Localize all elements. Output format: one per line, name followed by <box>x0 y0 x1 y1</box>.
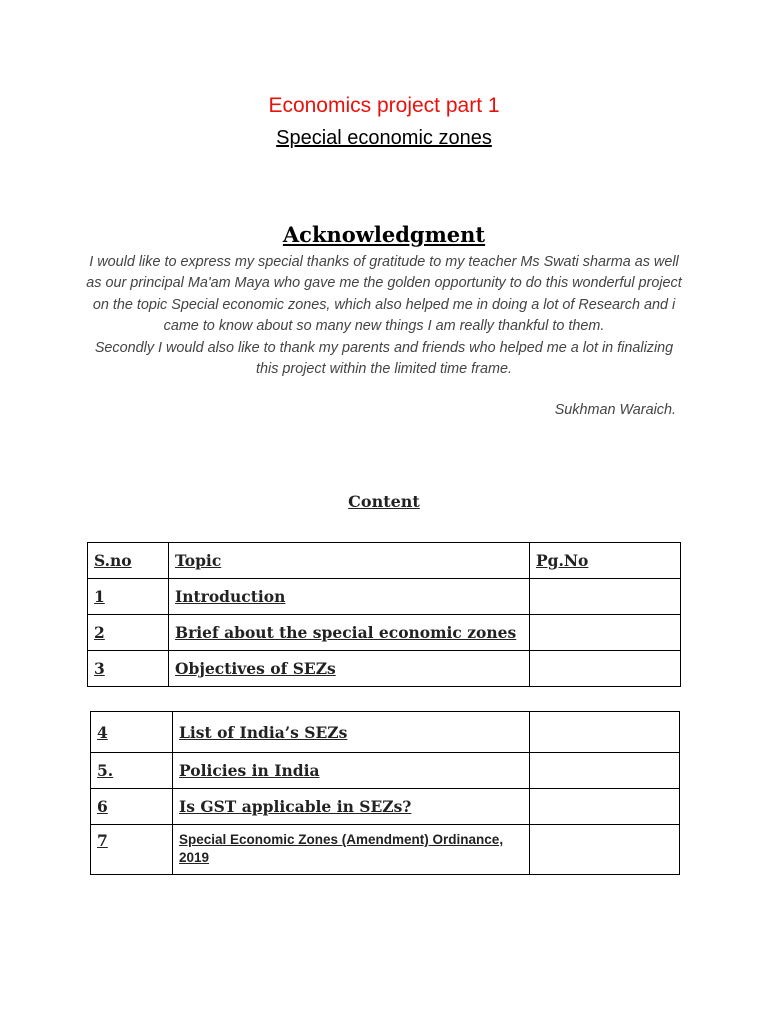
row-sno: 1 <box>88 579 169 615</box>
row-sno: 2 <box>88 615 169 651</box>
table-row <box>88 579 681 615</box>
table-header-row <box>88 543 681 579</box>
row-page <box>530 615 681 651</box>
row-page <box>530 651 681 687</box>
row-page <box>530 712 680 753</box>
acknowledgment-heading: Acknowledgment <box>282 222 486 247</box>
table-row <box>88 651 681 687</box>
row-sno: 7 <box>91 825 173 875</box>
row-sno: 6 <box>91 789 173 825</box>
row-sno: 3 <box>88 651 169 687</box>
row-topic: Special Economic Zones (Amendment) Ordinance, 2019 <box>173 825 530 875</box>
row-page <box>530 753 680 789</box>
acknowledgment-body <box>84 252 684 380</box>
contents-table-1 <box>87 542 681 687</box>
row-page <box>530 579 681 615</box>
table-row <box>91 712 680 753</box>
header-sno: S.no <box>88 543 169 579</box>
row-sno: 4 <box>91 712 173 753</box>
table-row <box>91 789 680 825</box>
content-heading: Content <box>348 492 420 511</box>
header-page: Pg.No <box>530 543 681 579</box>
row-sno: 5. <box>91 753 173 789</box>
signature: Sukhman Waraich. <box>554 402 676 418</box>
table-row <box>88 615 681 651</box>
acknowledgment-paragraph-2: Secondly I would also like to thank my parents and friends who helped me a lot in finalizing this project within the limited time frame. <box>94 339 674 378</box>
contents-table-2 <box>90 711 680 875</box>
table-row <box>91 753 680 789</box>
acknowledgment-paragraph-1: I would like to express my special thanks of gratitude to my teacher Ms Swati sharma as well as our principal Ma'am Maya who gave me the golden opportunity to do this wonderful project on the topic Special economic zones, which also helped me in doing a lot of Research and i came to know about so many new things I am really thankful to them. <box>86 254 682 335</box>
document-title: Economics project part 1 <box>268 94 500 117</box>
row-topic: Policies in India <box>173 753 530 789</box>
row-page <box>530 825 680 875</box>
row-page <box>530 789 680 825</box>
row-topic: Is GST applicable in SEZs? <box>173 789 530 825</box>
row-topic: Objectives of SEZs <box>169 651 530 687</box>
row-topic: Introduction <box>169 579 530 615</box>
row-topic: List of India’s SEZs <box>173 712 530 753</box>
header-topic: Topic <box>169 543 530 579</box>
table-row <box>91 825 680 875</box>
document-subtitle: Special economic zones <box>276 127 492 149</box>
row-topic: Brief about the special economic zones <box>169 615 530 651</box>
